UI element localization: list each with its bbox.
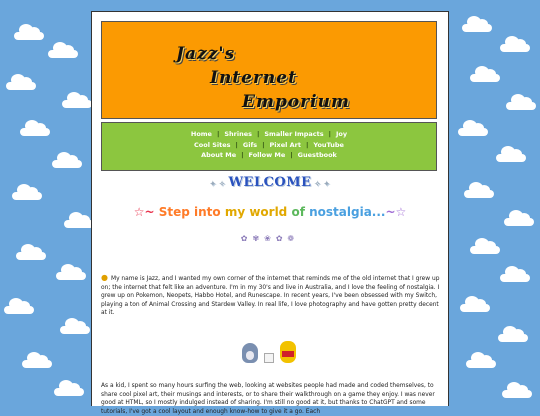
nav-link-youtube[interactable]: YouTube: [313, 140, 344, 149]
nav-link-home[interactable]: Home: [190, 130, 212, 138]
page-container: [91, 11, 449, 415]
nav-row-3: About Me | Follow Me | Guestbook: [201, 151, 337, 159]
logo-line-1: Jazz's: [176, 44, 236, 64]
welcome-text: WELCOME: [228, 175, 312, 190]
logo-line-2: Internet: [210, 68, 297, 88]
sparkle-icon: ✦ ✧: [209, 179, 229, 188]
site-header: [101, 21, 437, 119]
tagline-part: of: [291, 205, 310, 219]
nav-link-pixel-art[interactable]: Pixel Art: [269, 140, 301, 149]
tagline-part: ☆~: [133, 205, 159, 219]
pooh-icon: [280, 341, 296, 363]
nav-link-guestbook[interactable]: Guestbook: [297, 151, 337, 159]
welcome-heading: [92, 175, 448, 190]
pixel-pet-icon: ✾: [252, 234, 265, 243]
tagline: [92, 205, 448, 219]
nav-row-1: Home | Shrines | Smaller Impacts | Joy: [190, 130, 348, 138]
pixel-pet-icon: ✿: [240, 234, 253, 243]
intro-text: My name is Jazz, and I wanted my own corner of the internet that reminds me of the old internet that I grew up on; the internet that felt like an adventure. I'm in my 30's and live in Australia, and I love the feeling of nostalgia. I grew up on Pokemon, Neopets, Habbo Hotel, and Runescape. In recent years, I've been obsessed with my Switch, playing a ton of Animal Crossing and Stardew Valley. In real life, I love photography and have gotten pretty decent at it.: [101, 276, 440, 317]
sparkle-icon: ✧ ✦: [311, 179, 331, 188]
pixel-pets-row: [92, 234, 448, 243]
tagline-part: nostalgia...: [309, 205, 386, 219]
character-images: [242, 339, 296, 363]
totoro-icon: [242, 343, 258, 363]
nav-link-follow-me[interactable]: Follow Me: [248, 151, 286, 159]
nav-link-shrines[interactable]: Shrines: [224, 130, 252, 138]
nav-row-2: Cool Sites | Gifs | Pixel Art | YouTube: [194, 140, 344, 149]
broken-image-icon: [264, 353, 274, 363]
intro-paragraph: [101, 274, 441, 318]
nav-link-joy[interactable]: Joy: [335, 130, 348, 138]
tagline-part: ~☆: [385, 205, 407, 219]
nav-link-cool-sites[interactable]: Cool Sites: [194, 140, 231, 149]
nav-link-about-me[interactable]: About Me: [201, 151, 237, 159]
bear-icon: ●: [101, 273, 108, 282]
tagline-part: Step into: [158, 205, 225, 219]
pixel-pet-icon: ❁: [287, 234, 300, 243]
nav-link-smaller-impacts[interactable]: Smaller Impacts: [264, 130, 324, 138]
nav-bar: [101, 122, 437, 171]
story-paragraph: As a kid, I spent so many hours surfing the web, looking at websites people had made and coded themselves, to share cool pixel art, their musings and interests, or to share their walkthrough on a game they enjoy. I was never good at HTML, so I mostly indulged instead of sharing. I'm still no good at it, but thanks to ChatGPT and some tutorials, I've got a cool layout and enough know-how to give it a go. Each: [101, 383, 435, 415]
pixel-pet-icon: ✿: [275, 234, 288, 243]
nav-link-gifs[interactable]: Gifs: [242, 140, 258, 149]
logo-line-3: Emporium: [242, 92, 350, 112]
pixel-pet-icon: ❀: [264, 234, 276, 243]
tagline-part: my world: [224, 205, 292, 219]
